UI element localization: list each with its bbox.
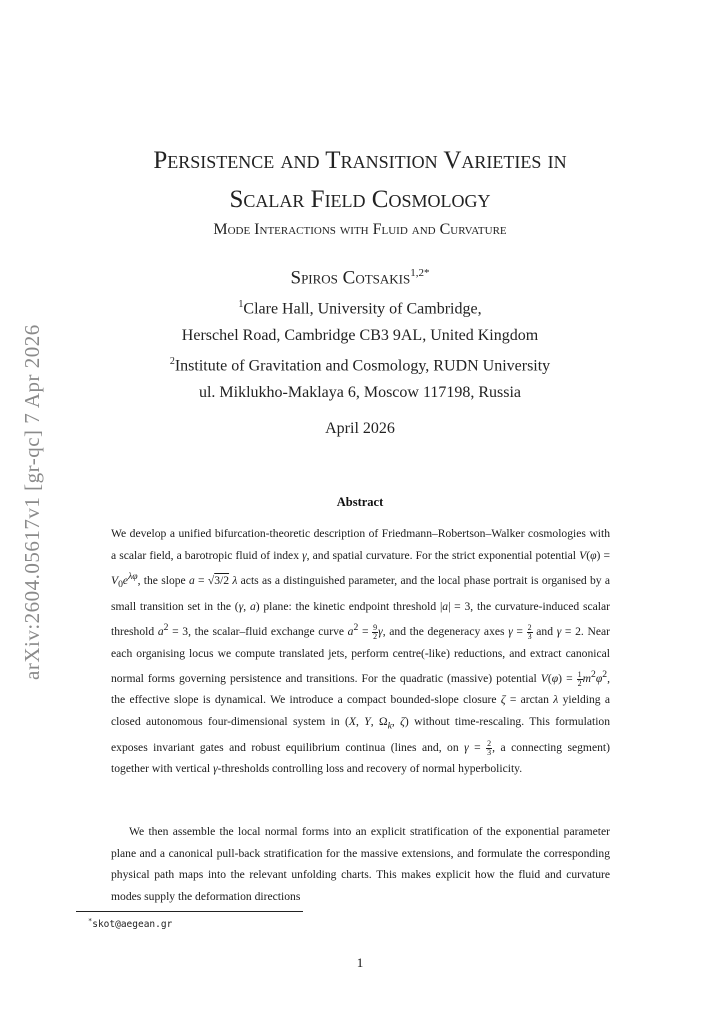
affiliation-mark: 2 xyxy=(169,356,175,367)
page-number: 1 xyxy=(356,955,364,970)
paper-subtitle: Mode Interactions with Fluid and Curvature xyxy=(213,221,507,238)
footnote-email: skot@aegean.gr xyxy=(92,919,173,931)
affiliation-line-2 xyxy=(90,327,630,345)
affiliation-line-3 xyxy=(90,356,630,375)
affiliation-line-4 xyxy=(90,384,630,402)
affiliation-text: Clare Hall, University of Cambridge, xyxy=(243,300,482,318)
affiliation-text: Herschel Road, Cambridge CB3 9AL, United Kingdom xyxy=(181,327,539,344)
author-marks: 1,2* xyxy=(410,267,430,279)
affiliation-text: Institute of Gravitation and Cosmology, RUDN University xyxy=(174,357,551,375)
paper-title-line-1: Persistence and Transition Varieties in xyxy=(153,147,567,174)
author-name: Spiros Cotsakis xyxy=(290,267,411,289)
paper-title-line-2: Scalar Field Cosmology xyxy=(229,186,491,213)
affiliation-mark: 1 xyxy=(238,299,244,310)
footnote-mark: * xyxy=(88,917,93,925)
footnote xyxy=(88,917,172,930)
affiliation-line-1 xyxy=(90,299,630,318)
arxiv-identifier-stamp: arXiv:2604.05617v1 [gr-qc] 7 Apr 2026 xyxy=(20,324,44,680)
abstract-paragraph-2: We then assemble the local normal forms into an explicit stratification of the exponential parameter plane and a canonical pull-back stratification for the massive extensions, and formulate the corresponding physical path maps into the relevant unfolding charts. This makes explicit how the fluid and curvature modes supply the deformation directions xyxy=(111,825,610,903)
abstract-heading: Abstract xyxy=(336,495,384,509)
paper-date: April 2026 xyxy=(325,420,395,437)
abstract-paragraph-1: We develop a unified bifurcation-theoretic description of Friedmann–Robertson–Walker cosmologies with a scalar field, a barotropic fluid of index γ, and spatial curvature. For the strict exponential potential $V(\varphi) = V_0e^{\lambda\varphi}$, the slope a = √3/2 λ acts as a distinguished parameter, and the local phase portrait is organised by a small transition set in the (γ, a) plane: the kinetic endpoint threshold |a| = 3, the curvature-induced scalar threshold $a^2 = 3$, the scalar–fluid exchange curve $a^2$ = $\frac{9}{2}$ γ, and the degeneracy axes γ = $\frac{2}{3}$ and γ = 2. Near each organising locus we compute translated jets, perform centre(-like) reductions, and extract canonical normal forms governing persistence and transitions. For the quadratic (massive) potential V(φ) = $\frac{1}{2}$ $m^2\varphi^2$, the effective slope is dynamical. We introduce a compact bounded-slope closure ζ = arctan λ yielding a closed autonomous four-dimensional system in (X, Y, $\Omega_k$, ζ) without time-rescaling. This formulation exposes invariant gates and robust equilibrium continua (lines and, on γ = $\frac{2}{3}$ , a connecting segment) together with vertical γ-thresholds controlling loss and recovery of normal hyperbolicity. xyxy=(111,527,611,776)
affiliation-text: ul. Miklukho-Maklaya 6, Moscow 117198, Russia xyxy=(198,384,522,401)
footnote-rule xyxy=(76,911,303,912)
author-line xyxy=(90,267,630,289)
